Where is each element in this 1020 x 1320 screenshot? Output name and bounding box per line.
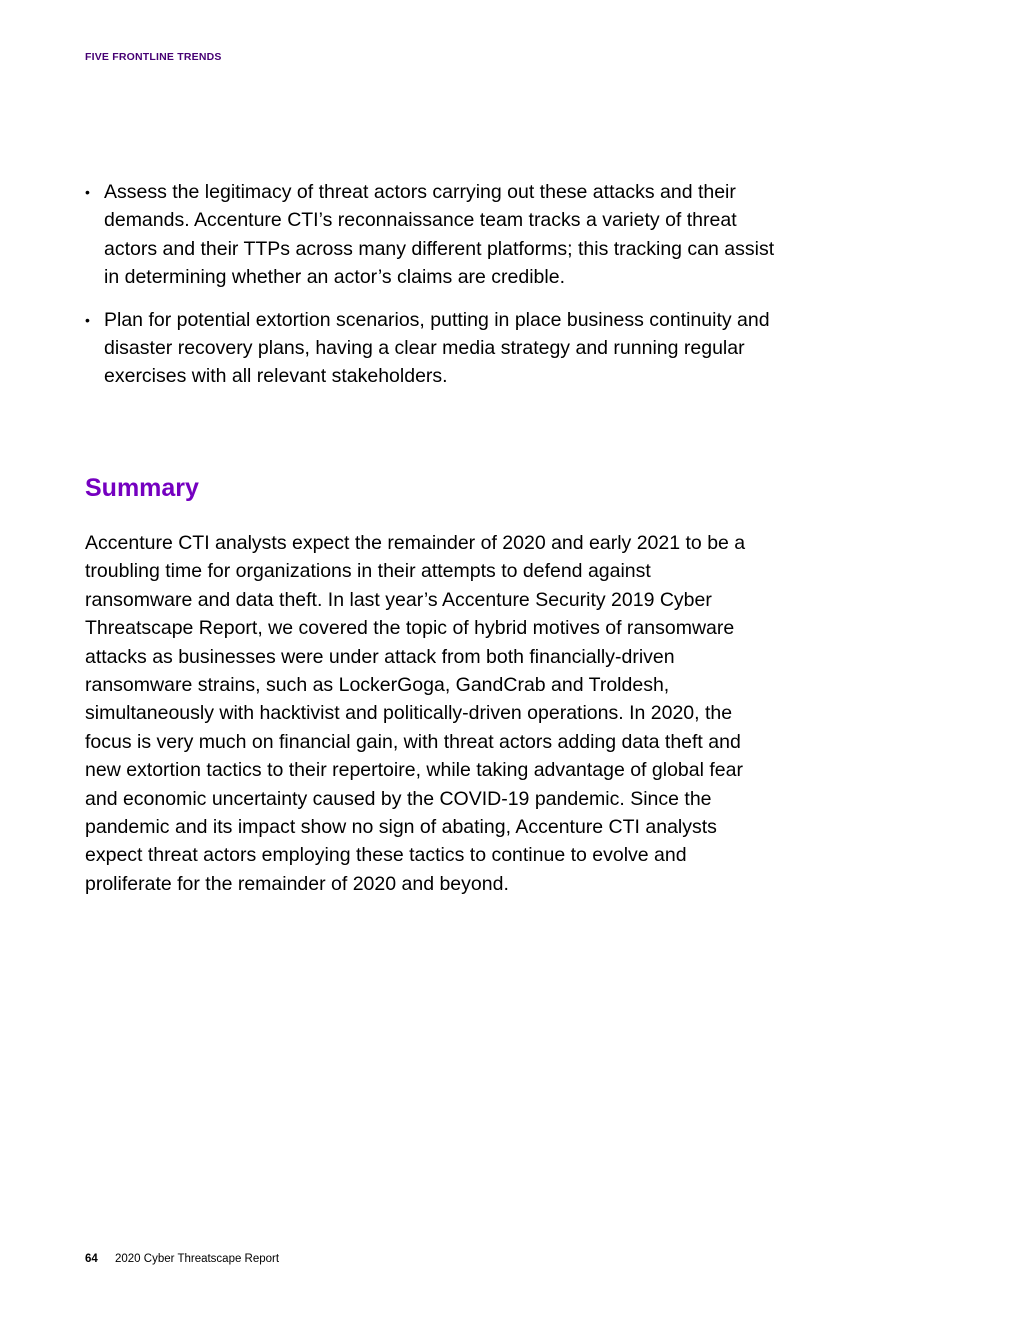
list-item-text: Plan for potential extortion scenarios, putting in place business continuity and disaster recovery plans, having a clear media strategy and running regular exercises with all relevant stakeholders. xyxy=(104,308,770,388)
report-title: 2020 Cyber Threatscape Report xyxy=(115,1253,280,1265)
list-item xyxy=(85,178,775,292)
section-header: FIVE FRONTLINE TRENDS xyxy=(85,51,222,63)
bullet-icon: • xyxy=(85,184,90,200)
page-footer xyxy=(85,1253,279,1265)
list-item xyxy=(85,306,775,391)
recommendation-list xyxy=(85,178,775,405)
page-number: 64 xyxy=(85,1253,98,1265)
summary-paragraph: Accenture CTI analysts expect the remainder of 2020 and early 2021 to be a troubling time for organizations in their attempts to defend against ransomware and data theft. In last year’s Accenture Security 2019 Cyber Threatscape Report, we covered the topic of hybrid motives of ransomware attacks as businesses were under attack from both financially-driven ransomware strains, such as LockerGoga, GandCrab and Troldesh, simultaneously with hacktivist and politically-driven operations. In 2020, the focus is very much on financial gain, with threat actors adding data theft and new extortion tactics to their repertoire, while taking advantage of global fear and economic uncertainty caused by the COVID-19 pandemic. Since the pandemic and its impact show no sign of abating, Accenture CTI analysts expect threat actors employing these tactics to continue to evolve and proliferate for the remainder of 2020 and beyond. xyxy=(85,532,746,895)
summary-heading: Summary xyxy=(85,474,199,502)
list-item-text: Assess the legitimacy of threat actors carrying out these attacks and their demands. Accenture CTI’s reconnaissance team tracks a variety of threat actors and their TTPs across many different platforms; this tracking can assist in determining whether an actor’s claims are credible. xyxy=(104,181,775,289)
bullet-icon: • xyxy=(85,311,90,328)
